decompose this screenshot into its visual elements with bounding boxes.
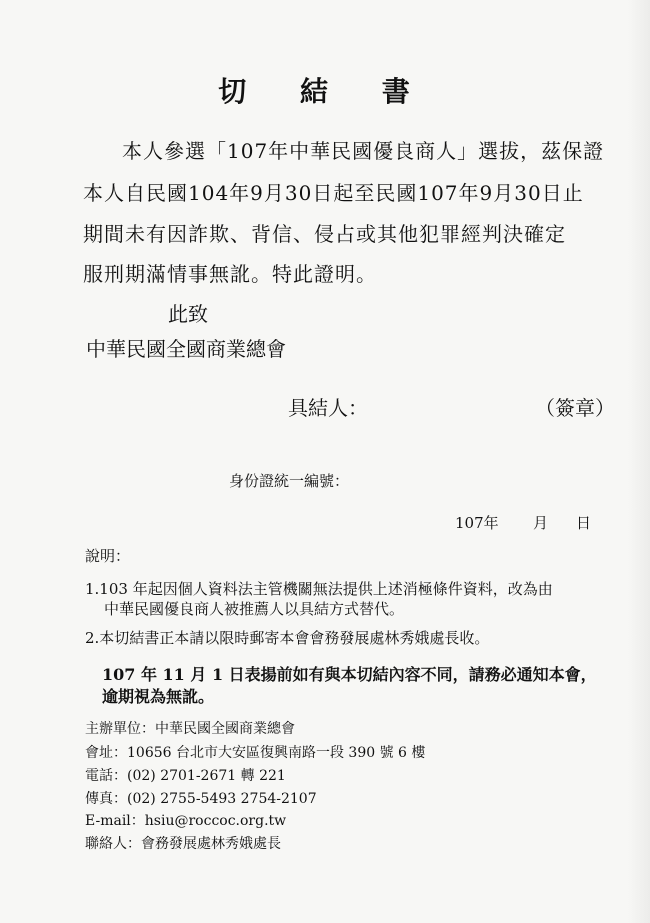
contact-phone: 電話：(02) 2701-2671 轉 221 — [85, 768, 286, 784]
contact-address: 會址：10656 台北市大安區復興南路一段 390 號 6 樓 — [85, 745, 426, 761]
body-line-3: 期間未有因詐欺、背信、侵占或其他犯罪經判決確定 — [83, 222, 566, 246]
contact-fax: 傳真：(02) 2755-5493 2754-2107 — [85, 791, 317, 807]
id-number-label: 身份證統一編號： — [229, 472, 350, 490]
note-1-line-1: 1.103 年起因個人資料法主管機關無法提供上述消極條件資料，改為由 — [85, 580, 553, 598]
body-line-1: 本人參選「107年中華民國優良商人」選拔，茲保證 — [122, 139, 605, 163]
page-edge-shadow — [628, 0, 650, 923]
contact-person: 聯絡人：會務發展處林秀娥處長 — [85, 836, 281, 852]
document-title: 切 結 書 — [218, 75, 432, 108]
salutation: 此致 — [168, 302, 208, 326]
body-line-4: 服刑期滿情事無訛。特此證明。 — [83, 262, 377, 286]
contact-organizer: 主辦單位：中華民國全國商業總會 — [85, 721, 295, 737]
date-day: 日 — [576, 514, 592, 532]
date-month: 月 — [533, 514, 549, 532]
contact-email: E-mail：hsiu@roccoc.org.tw — [85, 813, 287, 829]
seal-label: （簽章） — [535, 396, 615, 420]
note-1-line-2: 中華民國優良商人被推薦人以具結方式替代。 — [104, 600, 405, 618]
body-line-2: 本人自民國104年9月30日起至民國107年9月30日止 — [83, 181, 584, 205]
notes-title: 說明： — [85, 547, 131, 565]
signer-label: 具結人： — [288, 396, 368, 420]
recipient: 中華民國全國商業總會 — [86, 337, 286, 361]
date-year: 107年 — [455, 514, 499, 532]
note-2: 2.本切結書正本請以限時郵寄本會會務發展處林秀娥處長收。 — [85, 629, 490, 647]
warning-line-1: 107 年 11 月 1 日表揚前如有與本切結內容不同，請務必通知本會， — [102, 665, 597, 684]
warning-line-2: 逾期視為無訛。 — [102, 687, 215, 706]
